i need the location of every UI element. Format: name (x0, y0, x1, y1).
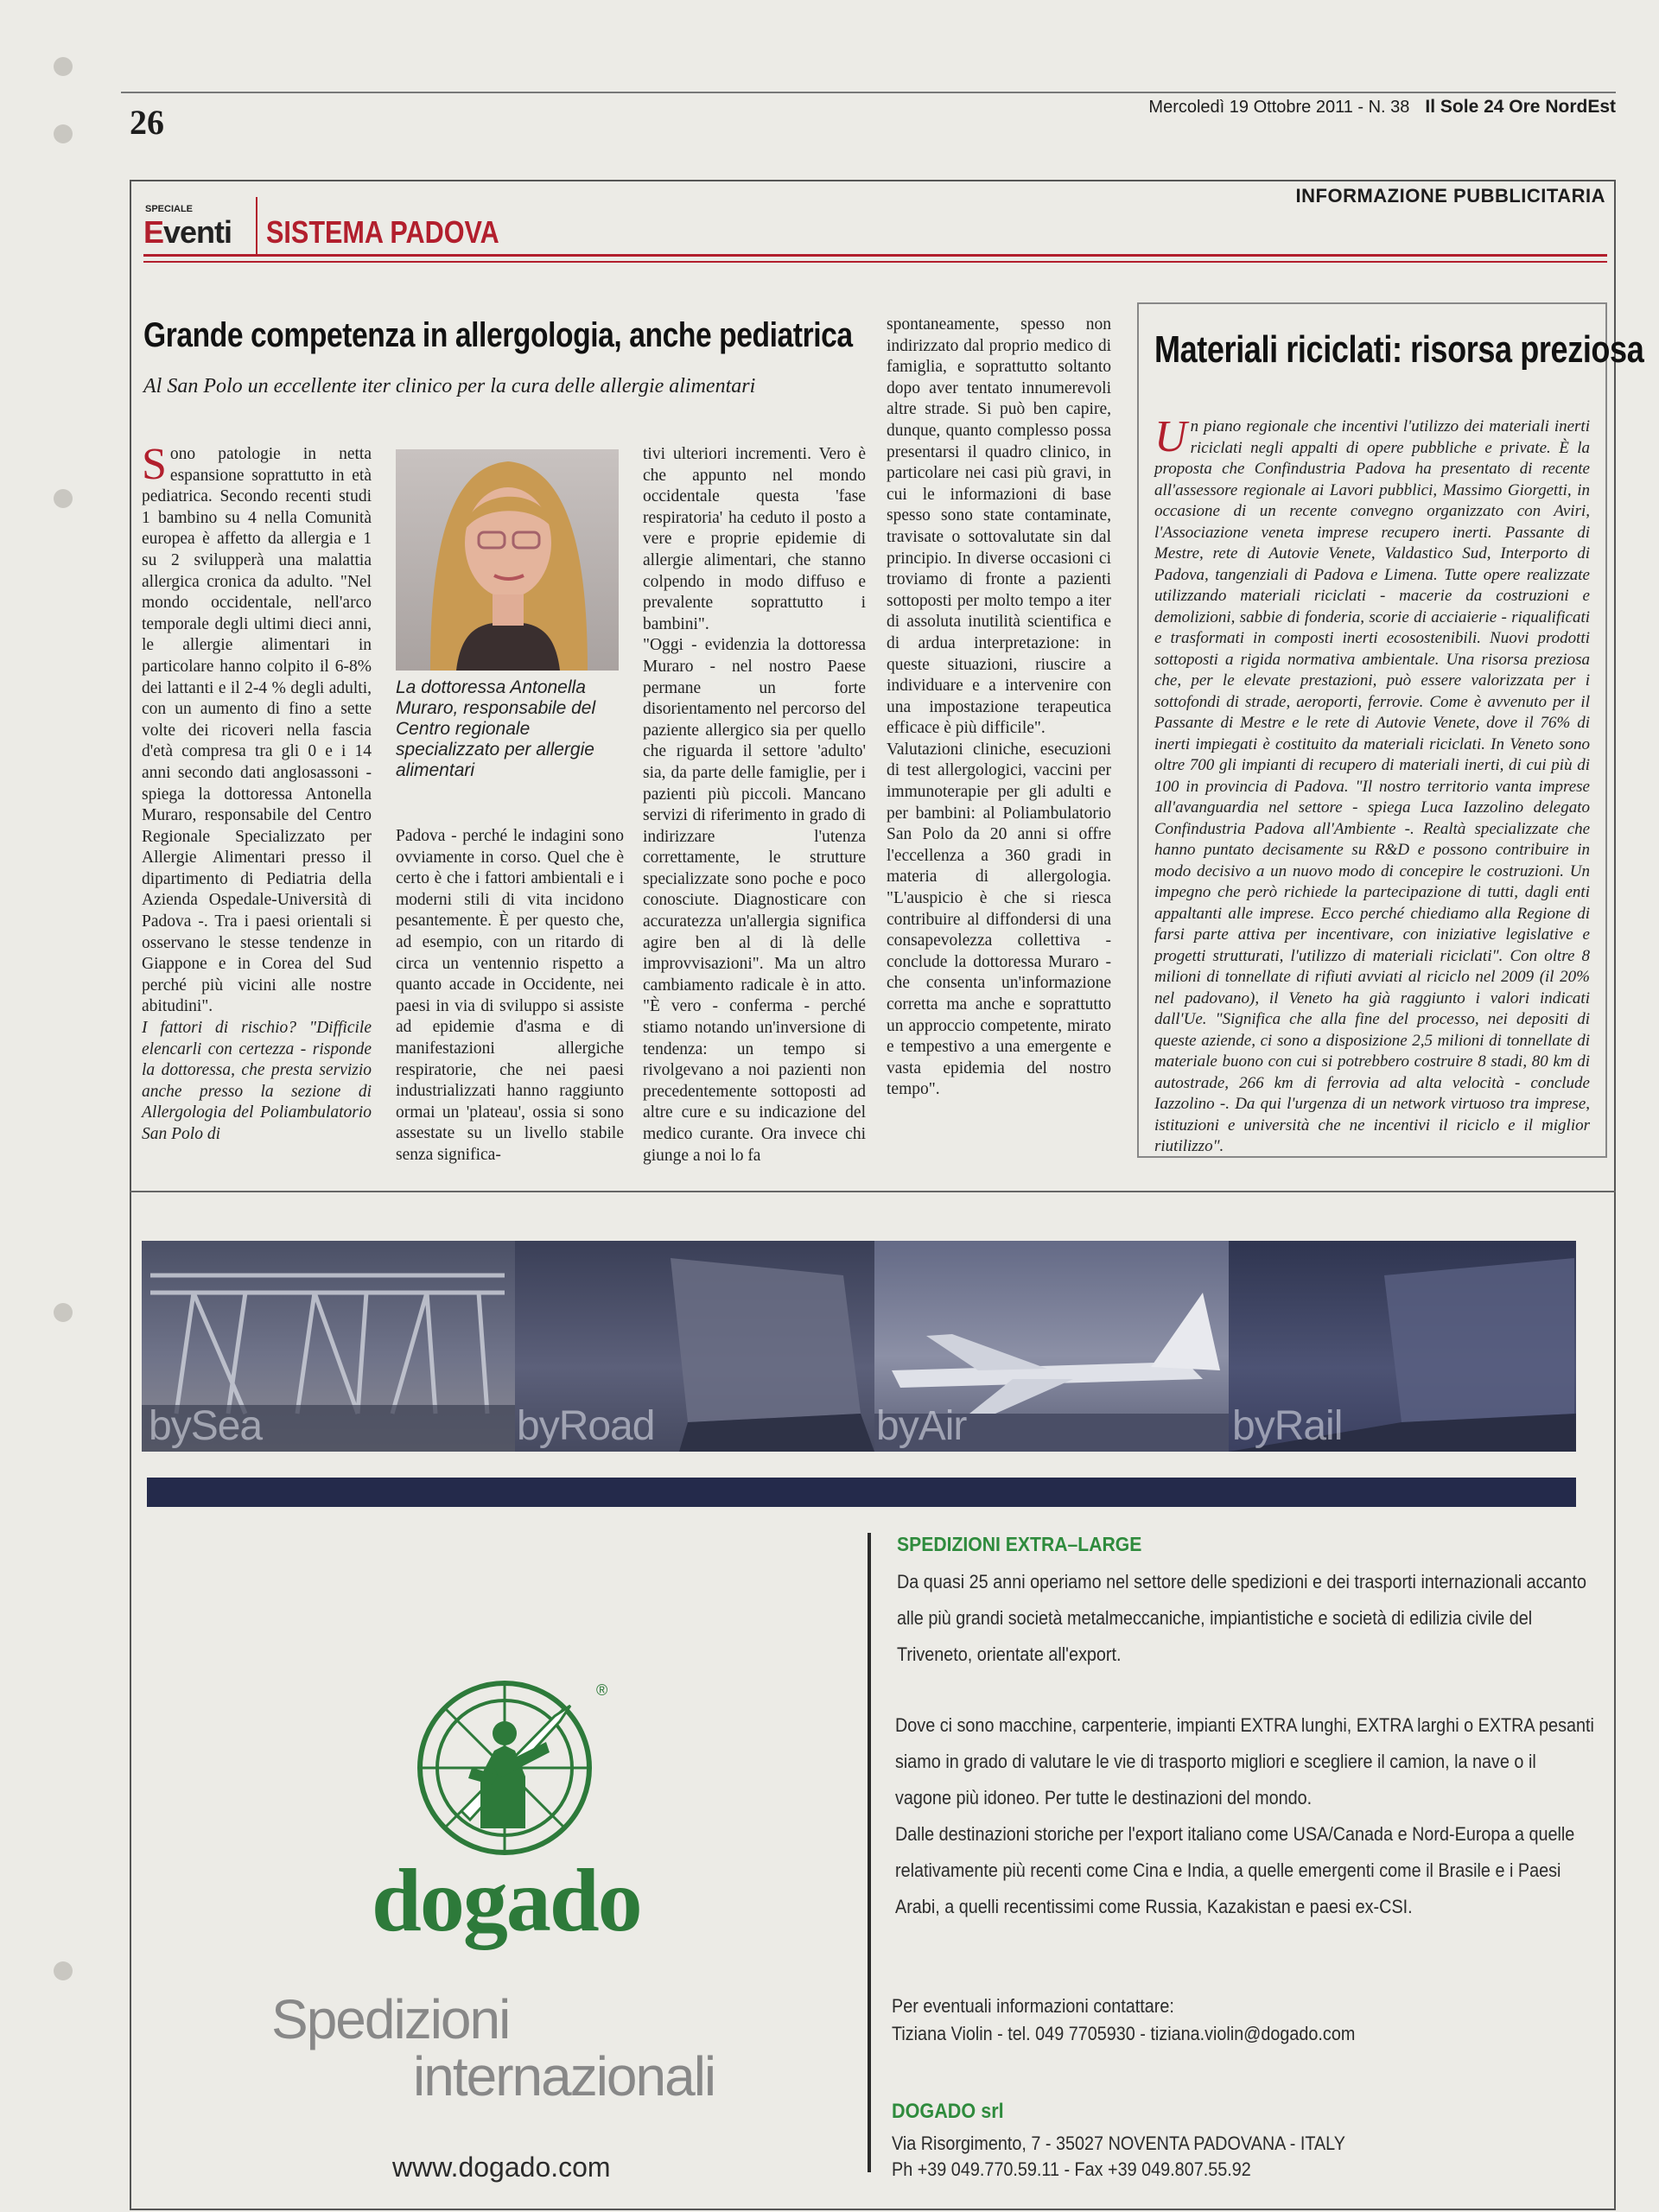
company-address (892, 2131, 1514, 2183)
dropcap: U (1154, 412, 1187, 461)
registered-mark: ® (596, 1681, 608, 1699)
binder-hole (54, 1303, 73, 1322)
portrait-image (396, 449, 619, 671)
article-column-4 (887, 315, 1111, 1160)
logo-eventi: Eventi (143, 214, 232, 250)
banner-sea (142, 1241, 515, 1452)
portrait-photo (396, 449, 619, 671)
sidebar-body: n piano regionale che incentivi l'utilizzo dei materiali inerti riciclati negli appalti di opere pubbliche e private. È la proposta che Confindustria Padova ha presentato di recente all'assessore regionale ai Lavori pubblici, Massimo Giorgetti, in occasione di un recente convegno organizzato con Aviri, l'Associazione veneta imprese recupero inerti. Passante di Mestre, rete di Autovie Venete, Valdastico Sud, Interporto di Padova, tangenziali di Padova e Limena. Tutte opere realizzate utilizzando materiali riciclati - macerie da costruzioni e demolizioni, sabbie di fonderia, scorie di acciaierie - riqualificati e trasformati in composti inerti ecosostenibili. Nuovi prodotti sottoposti a rigida normativa ambientale. Una risorsa preziosa che, per le elevate prestazioni, può essere valorizzata per i sottofondi di strade, aeroporti, ferrovie. Come è avvenuto per il Passante di Mestre e le rete di Autovie Venete, dove il 76% di inerti impiegati è costituito da materiali riciclati. In Veneto sono oltre 700 gli impianti di recupero di materiali inerti, di cui più di 100 in provincia di Padova. "Il nostro territorio vanta imprese all'avanguardia nel settore - spiega Luca Iazzolino delegato Confindustria Padova all'Ambiente -. Realtà specializzate che hanno puntato decisamente su R&D e possono contribuire in modo decisivo a un nuovo modo di concepire le costruzioni. Un impegno che però richiede la partecipazione di tutti, dagli enti appaltanti alle imprese. Ecco perché chiediamo alla Regione di farsi parte attiva per incentivare, con iniziative legislative e progetti strutturati, l'utilizzo di materiali riciclati". Con oltre 8 milioni di tonnellate di rifiuti avviati al riciclo nel 2009 (il 20% nel padovano), il Veneto ha già raggiunto i valori indicati dall'Ue. "Significa che alla fine del processo, nei depositi di queste aziende, ci sono a disposizione 2,5 milioni di tonnellate di materiale buono con cui si potrebbero costruire 8 stadi, 80 km di autostrade, 266 km di ferrovia ad alta velocità - conclude Iazzolino -. Da qui l'urgenza di un network virtuoso tra imprese, istituzioni e università che ne incentivi il riciclo e il miglior riutilizzo". (1154, 417, 1590, 1155)
article-text: ono patologie in netta espansione soprattutto in età pediatrica. Secondo recenti studi 1 bambino su 4 nella Comunità europea è affetto da allergia e 1 su 2 svilupperà una malattia allergica cronica da adulto. "Nel mondo occidentale, nell'arco temporale degli ultimi dieci anni, le allergie alimentari in particolare hanno colpito il 6-8% dei lattanti e il 2-4 % degli adulti, con un aumento di fino a sette volte dei ricoveri nella fascia d'età compresa tra gli 0 e i 14 anni secondo dati anglosassoni - spiega la dottoressa Antonella Muraro, responsabile del Centro Regionale Specializzato per Allergie Alimentari presso il dipartimento di Pediatria della Azienda Ospedale-Università di Padova -. Tra i paesi orientali si osservano le stesse tendenze in Giappone e in Corea del Sud perché più vicini alle nostre abitudini". (142, 445, 372, 1016)
advert-paragraph-1 (897, 1564, 1593, 1673)
banner-road (515, 1241, 874, 1452)
binder-hole (54, 489, 73, 508)
brand-name: dogado (372, 1851, 641, 1950)
advert-paragraph-2 (895, 1707, 1595, 1925)
advert-divider (868, 1533, 871, 2172)
article-text: Padova - perché le indagini sono ovviamente in corso. Quel che è certo è che i fattori ambientali e i moderni stili di vita incidono pesantemente. È per questo che, ad esempio, con un ritardo di circa un ventennio rispetto a quanto accade in Occidente, nei paesi in via di sviluppo si assiste ad epidemie d'asma e di manifestazioni allergiche respiratorie, che nei paesi industrializzati hanno raggiunto ormai un 'plateau', ossia si sono assestate su un livello stabile senza significa- (396, 827, 624, 1164)
header-rule (121, 92, 1616, 93)
sidebar-headline: Materiali riciclati: risorsa preziosa (1154, 328, 1644, 371)
issue-date: Mercoledì 19 Ottobre 2011 - N. 38 (1148, 98, 1410, 117)
tagline-line-2: internazionali (413, 2045, 715, 2107)
sidebar-text (1154, 412, 1590, 1155)
article-text: tivi ulteriori incrementi. Vero è che appunto nel mondo occidentale questa 'fase respiratoria' ha ceduto il posto a vere e proprie epidemie di allergie alimentari, che stanno colpendo in modo diffuso e prevalente soprattutto i bambini". (643, 445, 866, 633)
website-link[interactable]: www.dogado.com (392, 2152, 611, 2183)
phone-fax-line: Ph +39 049.770.59.11 - Fax +39 049.807.55.92 (892, 2158, 1251, 2180)
banner-label-air: byAir (876, 1403, 967, 1449)
section-divider (130, 1191, 1616, 1192)
section-rule (143, 261, 1607, 263)
address-line: Via Risorgimento, 7 - 35027 NOVENTA PADOVANA - ITALY (892, 2133, 1345, 2154)
banner-label-rail: byRail (1232, 1403, 1343, 1449)
article-text: spontaneamente, spesso non indirizzato dal proprio medico di famiglia, e soprattutto soltanto dopo aver tentato innumerevoli altre strade. Si può ben capire, dunque, quanto complesso possa presentarsi il quadro clinico, in particolare nei casi più gravi, in cui le informazioni di base spesso sono state contaminate, travisate o sottovalutate sin dal principio. In diverse occasioni ci troviamo di fronte a pazienti sottoposti per molto tempo a iter di assoluta inutilità scientifica e di ardua interpretazione: in queste situazioni, riuscire a individuare e a intervenire con una impostazione terapeutica efficace è più difficile". (887, 315, 1111, 738)
article-column-1 (142, 440, 372, 1160)
binder-hole (54, 124, 73, 143)
binder-hole (54, 57, 73, 76)
company-name: DOGADO srl (892, 2100, 1004, 2123)
logo-speciale: SPECIALE (145, 204, 194, 214)
advert-title: SPEDIZIONI EXTRA–LARGE (897, 1533, 1142, 1555)
advert-contact (892, 1993, 1529, 2048)
article-headline: Grande competenza in allergologia, anche pediatrica (143, 316, 853, 354)
section-title: SISTEMA PADOVA (266, 214, 499, 250)
banner-bar (147, 1478, 1576, 1507)
contact-label: Per eventuali informazioni contattare: (892, 1995, 1174, 2017)
banner-label-sea: bySea (149, 1403, 263, 1449)
advert-text: Dalle destinazioni storiche per l'export italiano come USA/Canada e Nord-Europa a quelle relativamente più recenti come Cina e India, a quelle emergenti come il Brasile e i Paesi Arabi, a quelli recentissimi come Russia, Kazakistan e paesi ex-CSI. (895, 1823, 1575, 1917)
newspaper-name: Il Sole 24 Ore NordEst (1425, 97, 1616, 117)
tagline-line-1: Spedizioni (271, 1988, 510, 2050)
banner-label-road: byRoad (517, 1403, 655, 1449)
section-rule (143, 254, 1607, 257)
article-text: Valutazioni cliniche, esecuzioni di test allergologici, vaccini per immunoterapie per gli adulti e per bambini: al Poliambulatorio San Polo da 20 anni si offre l'eccellenza a 360 gradi in materia di allergologia. "L'auspicio è che si riesca contribuire al diffondersi di una consapevolezza collettiva - conclude la dottoressa Muraro - che consenta un'informazione corretta ma anche e soprattutto un approccio competente, mirato e tempestivo a una emergente e vasta epidemia del nostro tempo". (887, 740, 1111, 1099)
dogado-emblem-icon (408, 1681, 615, 1854)
banner-rail (1229, 1241, 1576, 1452)
binder-hole (54, 1961, 73, 1980)
advert-text: Dove ci sono macchine, carpenterie, impianti EXTRA lunghi, EXTRA larghi o EXTRA pesanti siamo in grado di valutare le vie di trasporto migliori e scegliere il camion, la nave o il vagone più idoneo. Per tutte le destinazioni del mondo. (895, 1714, 1594, 1808)
transport-banner (142, 1241, 1576, 1452)
article-column-3 (643, 444, 866, 1165)
article-text: I fattori di rischio? "Difficile elencarli con certezza - risponde la dottoressa, che presta servizio anche presso la sezione di Allergologia del Poliambulatorio San Polo di (142, 1019, 372, 1143)
article-subheadline: Al San Polo un eccellente iter clinico per la cura delle allergie alimentari (143, 375, 756, 397)
page-header (1148, 97, 1616, 118)
banner-air (874, 1241, 1229, 1452)
advert-text: Da quasi 25 anni operiamo nel settore delle spedizioni e dei trasporti internazionali accanto alle più grandi società metalmeccaniche, impiantistiche e società di edilizia civile del Triveneto, orientate all'export. (897, 1571, 1586, 1665)
page-number: 26 (130, 103, 164, 142)
advertorial-label: INFORMAZIONE PUBBLICITARIA (1295, 185, 1605, 207)
dogado-logo (408, 1681, 615, 1854)
contact-details[interactable]: Tiziana Violin - tel. 049 7705930 - tiziana.violin@dogado.com (892, 2023, 1356, 2044)
article-text: "Oggi - evidenzia la dottoressa Muraro - nel nostro Paese permane un forte disorientamento nel percorso del paziente allergico sia per quello che riguarda il settore 'adulto' sia, da parte delle famiglie, per i pazienti più piccoli. Mancano servizi di riferimento in grado di indirizzare l'utenza correttamente, le strutture specializzate sono poche e poco conosciute. Diagnosticare con accuratezza un'allergia significa agire ben al di là delle improvvisazioni". Ma un altro cambiamento radicale è in atto. "È vero - conferma - perché stiamo notando un'inversione di tendenza: un tempo si rivolgevano a noi pazienti non precedentemente sottoposti ad altre cure e su indicazione del medico curante. Ora invece chi giunge a noi lo fa (643, 636, 866, 1165)
dropcap: S (142, 440, 167, 489)
photo-caption: La dottoressa Antonella Muraro, responsabile del Centro regionale specializzato per allergie alimentari (396, 677, 596, 780)
logo-separator (256, 197, 257, 256)
article-column-2 (396, 826, 624, 1164)
